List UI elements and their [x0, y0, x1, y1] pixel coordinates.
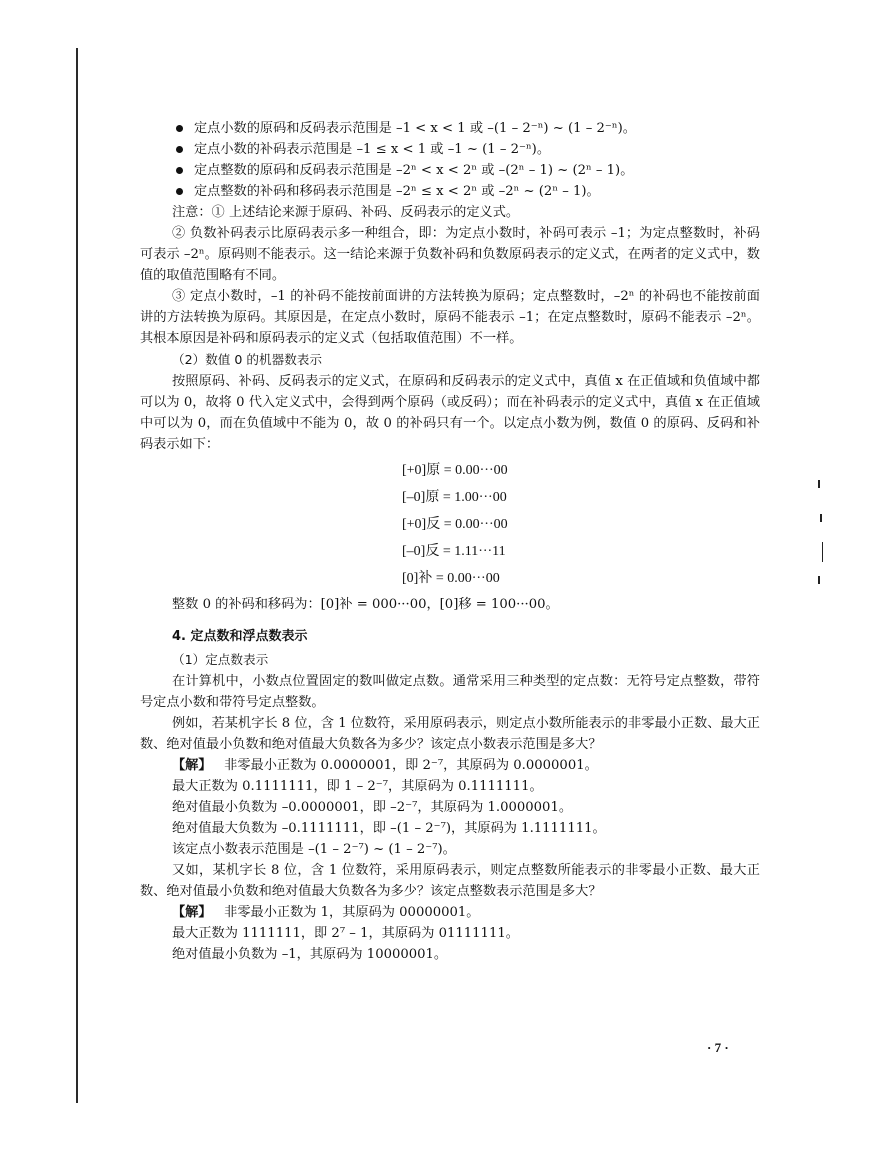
bullet-dot-icon — [176, 146, 183, 153]
scan-edge-mark — [822, 542, 823, 562]
range-bullet-list — [140, 118, 760, 202]
solution-2-line: 最大正数为 1111111，即 2⁷ – 1，其原码为 01111111。 — [172, 926, 519, 941]
formula-line: [+0]原 = 0.00···00 — [402, 463, 508, 478]
bullet-dot-icon — [176, 188, 183, 195]
solution-1-line: 该定点小数表示范围是 –(1 – 2⁻⁷) ~ (1 – 2⁻⁷)。 — [172, 842, 456, 857]
note-3: ③ 定点小数时，–1 的补码不能按前面讲的方法转换为原码；定点整数时，–2ⁿ 的补码也不能按前面讲的方法转换为原码。其原因是，在定点小数时，原码不能表示 –1；在定点整数时，原码不能表示 –2ⁿ。其根本原因是补码和原码表示的定义式（包括取值范围）不一样。 — [140, 289, 760, 346]
fixed-point-subheading: （1）定点数表示 — [172, 652, 269, 667]
zero-representation-paragraph: 按照原码、补码、反码表示的定义式，在原码和反码表示的定义式中，真值 x 在正值域和负值域中都可以为 0，故将 0 代入定义式中，会得到两个原码（或反码）；而在补码表示的定义式中，真值 x 在正值域中可以为 0，而在负值域中不能为 0，故 0 的补码只有一个。以定点小数为例，数值 0 的原码、反码和补码表示如下： — [140, 374, 760, 452]
bullet-item: 定点小数的原码和反码表示范围是 –1 < x < 1 或 –(1 – 2⁻ⁿ) ~ (1 – 2⁻ⁿ)。 — [140, 118, 760, 139]
binding-margin-line — [76, 48, 78, 1103]
bullet-item: 定点整数的补码和移码表示范围是 –2ⁿ ≤ x < 2ⁿ 或 –2ⁿ ~ (2ⁿ – 1)。 — [140, 181, 760, 202]
zero-representation-heading: （2）数值 0 的机器数表示 — [172, 352, 322, 367]
formula-line: [+0]反 = 0.00···00 — [402, 517, 508, 532]
solution-1-line: 最大正数为 0.1111111，即 1 – 2⁻⁷，其原码为 0.1111111。 — [172, 779, 543, 794]
example-1: 例如，若某机字长 8 位，含 1 位数符，采用原码表示，则定点小数所能表示的非零最小正数、最大正数、绝对值最小负数和绝对值最大负数各为多少？该定点小数表示范围是多大？ — [140, 716, 760, 752]
note-2: ② 负数补码表示比原码表示多一种组合，即：为定点小数时，补码可表示 –1；为定点整数时，补码可表示 –2ⁿ。原码则不能表示。这一结论来源于负数补码和负数原码表示的定义式，在两者的定义式中，数值的取值范围略有不同。 — [140, 226, 760, 283]
formula-line: [–0]反 = 1.11···11 — [402, 544, 506, 559]
bullet-item: 定点整数的原码和反码表示范围是 –2ⁿ < x < 2ⁿ 或 –(2ⁿ – 1) ~ (2ⁿ – 1)。 — [140, 160, 760, 181]
solution-1-line: 绝对值最小负数为 –0.0000001，即 –2⁻⁷，其原码为 1.0000001。 — [172, 800, 573, 815]
fixed-point-intro: 在计算机中，小数点位置固定的数叫做定点数。通常采用三种类型的定点数：无符号定点整数，带符号定点小数和带符号定点整数。 — [140, 674, 760, 710]
solution-label: 【解】 — [172, 905, 212, 920]
section-4-heading: 4. 定点数和浮点数表示 — [172, 629, 308, 644]
page-content — [140, 118, 760, 965]
formula-line: [–0]原 = 1.00···00 — [402, 490, 507, 505]
solution-label: 【解】 — [172, 758, 212, 773]
solution-2-line: 绝对值最小负数为 –1，其原码为 10000001。 — [172, 947, 448, 962]
scan-edge-mark — [820, 514, 822, 522]
scan-edge-mark — [818, 576, 820, 584]
example-2: 又如，某机字长 8 位，含 1 位数符，采用原码表示，则定点整数所能表示的非零最小正数、最大正数、绝对值最小负数和绝对值最大负数各为多少？该定点整数表示范围是多大？ — [140, 863, 760, 899]
bullet-item: 定点小数的补码表示范围是 –1 ≤ x < 1 或 –1 ~ (1 – 2⁻ⁿ)。 — [140, 139, 760, 160]
bullet-dot-icon — [176, 125, 183, 132]
solution-1-line: 绝对值最大负数为 –0.1111111，即 –(1 – 2⁻⁷)，其原码为 1.1111111。 — [172, 821, 606, 836]
solution-1-line: 【解】 非零最小正数为 0.0000001，即 2⁻⁷，其原码为 0.0000001。 — [172, 758, 598, 773]
zero-formula-block — [402, 457, 760, 592]
formula-line: [0]补 = 0.00···00 — [402, 571, 500, 586]
page-number: · 7 · — [707, 1040, 729, 1055]
scan-edge-mark — [818, 480, 820, 488]
integer-zero-line: 整数 0 的补码和移码为：[0]补 = 000···00，[0]移 = 100···00。 — [172, 597, 559, 612]
note-1: 注意：① 上述结论来源于原码、补码、反码表示的定义式。 — [172, 205, 520, 220]
bullet-dot-icon — [176, 167, 183, 174]
solution-2-line: 【解】 非零最小正数为 1，其原码为 00000001。 — [172, 905, 480, 920]
